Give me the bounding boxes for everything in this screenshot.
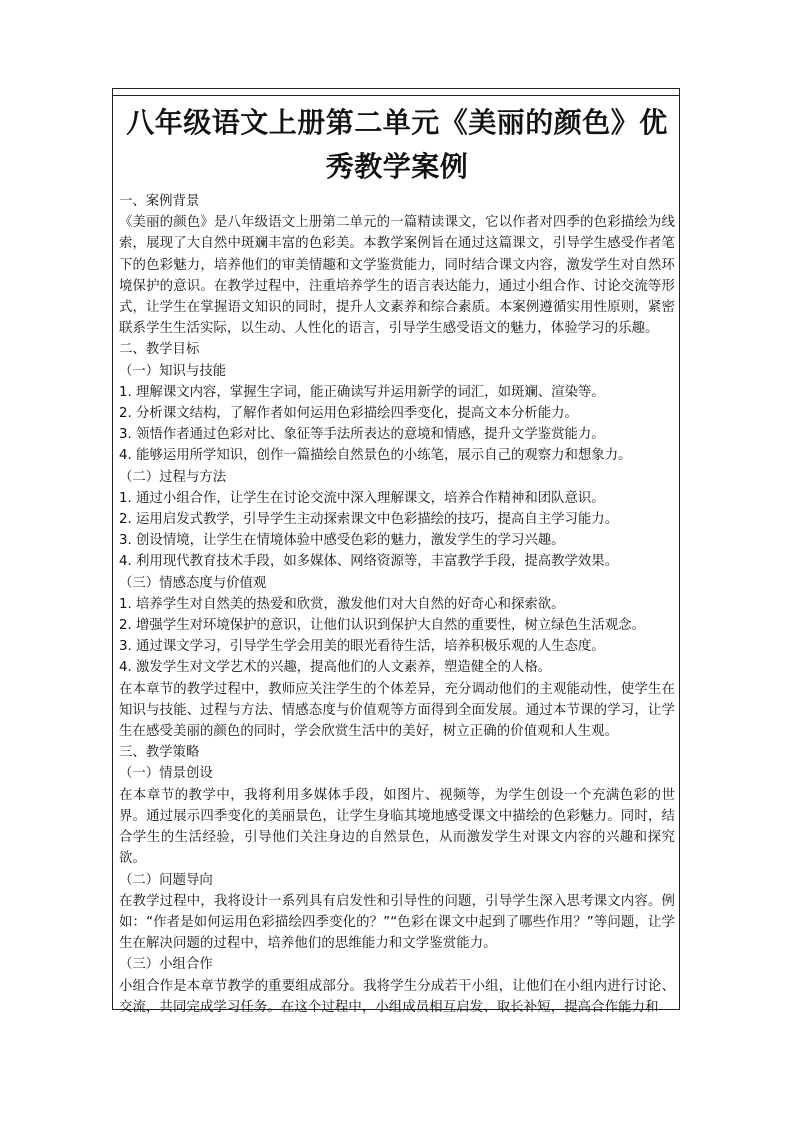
paragraph: 《美丽的颜色》是八年级语文上册第二单元的一篇精读课文，它以作者对四季的色彩描绘为线索，展现了大自然中斑斓丰富的色彩美。本教学案例旨在通过这篇课文，引导学生感受作者笔下的色彩魅力，培养他们的审美情趣和文学鉴赏能力，同时结合课文内容，激发学生对自然环境保护的意识。在教学过程中，注重培养学生的语言表达能力，通过小组合作、讨论交流等形式，让学生在掌握语文知识的同时，提升人文素养和综合素质。本案例遵循实用性原则，紧密联系学生生活实际，以生动、人性化的语言，引导学生感受语文的魅力，体验学习的乐趣。 [119, 215, 675, 337]
subsection-heading: （三）情感态度与价值观 [119, 575, 267, 591]
subsection-heading: （二）问题导向 [119, 872, 213, 888]
document-body [119, 101, 675, 1018]
document-title: 八年级语文上册第二单元《美丽的颜色》优秀教学案例 [126, 106, 668, 183]
subsection-heading: （三）小组合作 [119, 957, 213, 973]
top-rule [113, 95, 679, 96]
list-item: 4. 激发学生对文学艺术的兴趣，提高他们的人文素养，塑造健全的人格。 [119, 660, 552, 676]
list-item: 1. 通过小组合作，让学生在讨论交流中深入理解课文，培养合作精神和团队意识。 [119, 490, 605, 506]
paragraph: 小组合作是本章节教学的重要组成部分。我将学生分成若干小组，让他们在小组内进行讨论、交流，共同完成学习任务。在这个过程中，小组成员相互启发、取长补短，提高合作能力和 [119, 978, 675, 1015]
section-heading: 一、案例背景 [119, 194, 200, 209]
list-item: 1. 理解课文内容，掌握生字词，能正确读写并运用新学的词汇，如斑斓、渲染等。 [119, 384, 605, 400]
paragraph: 在本章节的教学中，我将利用多媒体手段，如图片、视频等，为学生创设一个充满色彩的世界。通过展示四季变化的美丽景色，让学生身临其境地感受课文中描绘的色彩魅力。同时，结合学生的生活经验，引导他们关注身边的自然景色，从而激发学生对课文内容的兴趣和探究欲。 [119, 787, 675, 867]
list-item: 2. 运用启发式教学，引导学生主动探索课文中色彩描绘的技巧，提高自主学习能力。 [119, 512, 619, 528]
list-item: 4. 能够运用所学知识，创作一篇描绘自然景色的小练笔，展示自己的观察力和想象力。 [119, 448, 632, 464]
list-item: 2. 增强学生对环境保护的意识，让他们认识到保护大自然的重要性，树立绿色生活观念。 [119, 618, 645, 634]
subsection-heading: （一）知识与技能 [119, 363, 227, 379]
section-heading: 三、教学策略 [119, 745, 200, 761]
list-item: 4. 利用现代教育技术手段，如多媒体、网络资源等，丰富教学手段，提高教学效果。 [119, 554, 619, 570]
list-item: 1. 培养学生对自然美的热爱和欣赏，激发他们对大自然的好奇心和探索欲。 [119, 596, 565, 612]
list-item: 2. 分析课文结构，了解作者如何运用色彩描绘四季变化，提高文本分析能力。 [119, 406, 578, 422]
list-item: 3. 通过课文学习，引导学生学会用美的眼光看待生活，培养积极乐观的人生态度。 [119, 639, 605, 655]
paragraph: 在教学过程中，我将设计一系列具有启发性和引导性的问题，引导学生深入思考课文内容。例如：“作者是如何运用色彩描绘四季变化的？”“色彩在课文中起到了哪些作用？”等问题，让学生在解决问题的过程中，培养他们的思维能力和文学鉴赏能力。 [119, 893, 675, 952]
subsection-heading: （二）过程与方法 [119, 469, 227, 485]
section-heading: 二、教学目标 [119, 342, 200, 358]
list-item: 3. 创设情境，让学生在情境体验中感受色彩的魅力，激发学生的学习兴趣。 [119, 533, 565, 549]
subsection-heading: （一）情景创设 [119, 766, 213, 782]
paragraph: 在本章节的教学过程中，教师应关注学生的个体差异，充分调动他们的主观能动性，使学生在知识与技能、过程与方法、情感态度与价值观等方面得到全面发展。通过本节课的学习，让学生在感受美丽的颜色的同时，学会欣赏生活中的美好，树立正确的价值观和人生观。 [119, 681, 675, 740]
list-item: 3. 领悟作者通过色彩对比、象征等手法所表达的意境和情感，提升文学鉴赏能力。 [119, 427, 605, 443]
document-frame [112, 88, 680, 1015]
